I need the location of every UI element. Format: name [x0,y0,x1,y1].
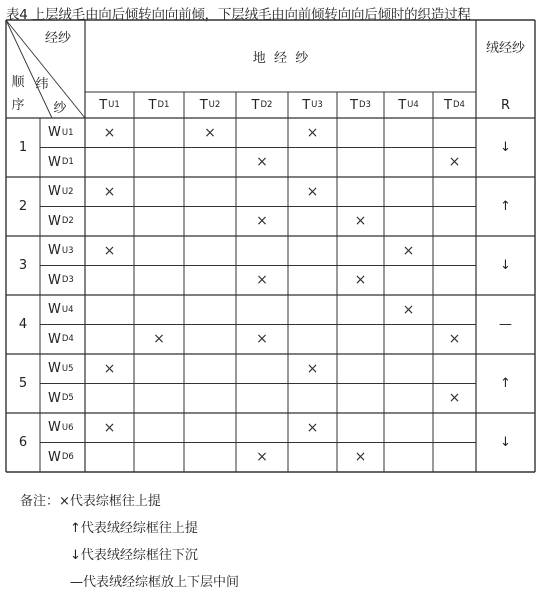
column-header-main: T [444,97,452,113]
table-cell [134,177,184,207]
weft-sub: D3 [61,275,74,286]
table-cell [337,236,384,266]
table-cell [236,384,288,414]
weft-sub: U4 [61,304,74,315]
table-cell [337,413,384,443]
table-cell [384,384,433,414]
order-cell [6,354,40,413]
ground-warp-header [85,20,476,92]
table-cell [236,236,288,266]
table-cell [337,354,384,384]
lift-mark: × [448,154,461,171]
column-header-tu3 [288,92,337,118]
table-cell [433,443,476,473]
note-cross: 备注：×代表综框往上提 [20,494,161,509]
table-cell [288,295,337,325]
table-cell [433,354,476,384]
table-cell [236,118,288,148]
table-cell [134,118,184,148]
table-cell [288,413,337,443]
table-cell [337,148,384,178]
pile-warp-text: 绒经纱 [485,40,525,56]
table-cell [236,295,288,325]
table-cell [433,266,476,296]
lift-mark: × [354,272,367,289]
table-cell [236,207,288,237]
table-cell [134,148,184,178]
weft-sub: U2 [61,186,74,197]
table-cell [433,413,476,443]
r-cell [476,177,535,236]
lift-mark: × [103,360,116,377]
table-cell [184,384,236,414]
note-dash: —代表绒经综框放上下层中间 [70,575,240,590]
weft-sub: D1 [61,157,74,168]
weft-sub: U1 [61,127,74,138]
table-cell [337,325,384,355]
lift-mark: × [306,419,319,436]
order-cell [6,413,40,472]
weft-sub: D5 [61,393,74,404]
weft-sub: U3 [61,245,74,256]
column-header-main: T [251,97,260,113]
column-header-main: T [199,97,208,113]
table-cell [184,443,236,473]
table-cell [433,207,476,237]
notes-block [20,488,240,596]
weft-main: W [48,449,61,465]
lift-mark: × [153,331,165,348]
weft-sub: D4 [61,334,74,345]
table-cell [85,266,134,296]
column-header-td3 [337,92,384,118]
lift-mark: × [354,449,367,466]
weft-main: W [48,302,61,318]
weft-main: W [48,243,61,259]
table-cell [384,118,433,148]
table-cell [433,384,476,414]
column-header-tu2 [184,92,236,118]
lift-mark: × [354,213,367,230]
order-number: 6 [18,435,28,450]
table-cell [288,384,337,414]
order-header-char: 顺 [11,74,25,90]
table-cell [337,295,384,325]
lift-mark: × [306,124,319,141]
weft-main: W [48,184,61,200]
column-header-main: T [99,97,108,113]
table-cell [236,325,288,355]
column-header-sub: U1 [108,100,120,110]
weft-header-char: 纬 [35,76,49,92]
column-header-main: T [148,97,157,113]
table-cell [288,177,337,207]
column-header-sub: D2 [260,100,273,110]
column-header-td1 [134,92,184,118]
column-header-td2 [236,92,288,118]
table-cell [134,325,184,355]
column-header-sub: D3 [359,100,371,110]
table-cell [184,325,236,355]
lift-mark: × [256,272,268,289]
column-header-main: T [398,97,407,113]
table-cell [384,148,433,178]
table-cell [433,236,476,266]
table-cell [337,118,384,148]
column-header-sub: U4 [407,100,419,110]
table-cell [184,354,236,384]
r-cell [476,413,535,472]
lift-mark: × [103,183,116,200]
lift-mark: × [256,331,268,348]
table-cell [337,207,384,237]
weft-sub: D2 [61,216,74,227]
table-cell [384,236,433,266]
table-cell [433,148,476,178]
table-cell [85,118,134,148]
column-header-sub: D4 [453,100,465,110]
warp-header-label [36,26,80,46]
table-cell [236,266,288,296]
weft-main: W [48,390,61,406]
table-cell [433,295,476,325]
weft-main: W [48,125,61,141]
column-header-r [476,92,535,118]
table-cell [184,413,236,443]
table-cell [85,384,134,414]
table-cell [85,413,134,443]
table-cell [288,325,337,355]
table-cell [85,354,134,384]
lift-mark: × [256,154,268,171]
lift-mark: × [103,242,116,259]
note-down-arrow: ↓代表绒经综框往下沉 [70,548,198,563]
table-cell [85,295,134,325]
order-number: 5 [18,376,28,391]
table-cell [288,148,337,178]
table-cell [337,443,384,473]
table-cell [134,384,184,414]
column-header-td4 [433,92,476,118]
weft-main: W [48,154,61,170]
pile-warp-header [476,20,535,72]
lift-mark: × [256,449,268,466]
table-cell [433,325,476,355]
table-cell [85,148,134,178]
table-cell [236,443,288,473]
column-header-tu1 [85,92,134,118]
table-cell [184,207,236,237]
weft-main: W [48,213,61,229]
order-number: 3 [18,258,28,273]
r-arrow: ↓ [500,140,511,155]
table-cell [85,207,134,237]
order-number: 2 [18,199,28,214]
table-cell [134,207,184,237]
table-cell [184,118,236,148]
r-cell [476,118,535,177]
lift-mark: × [448,331,461,348]
note-up-arrow: ↑代表绒经综框往上提 [70,521,198,536]
lift-mark: × [103,419,116,436]
weft-main: W [48,331,61,347]
r-arrow: — [499,317,512,332]
order-cell [6,236,40,295]
r-arrow: ↑ [500,376,511,391]
table-cell [85,443,134,473]
table-cell [288,354,337,384]
weft-main: W [48,361,61,377]
table-cell [85,325,134,355]
warp-label-text: 经纱 [44,30,71,46]
table-cell [384,266,433,296]
r-cell [476,236,535,295]
column-header-tu4 [384,92,433,118]
lift-mark: × [402,242,415,259]
table-cell [384,295,433,325]
table-cell [288,236,337,266]
r-cell [476,354,535,413]
column-header-sub: D1 [157,100,170,110]
lift-mark: × [448,390,461,407]
table-cell [236,177,288,207]
table-cell [184,266,236,296]
weft-sub: D6 [61,452,74,463]
table-cell [384,177,433,207]
order-number: 1 [18,140,28,155]
table-cell [134,295,184,325]
table-cell [384,413,433,443]
table-cell [134,443,184,473]
table-cell [236,354,288,384]
lift-mark: × [103,124,116,141]
table-cell [184,295,236,325]
table-cell [184,236,236,266]
table-cell [288,118,337,148]
table-cell [384,207,433,237]
lift-mark: × [204,124,216,141]
table-cell [236,413,288,443]
table-cell [384,354,433,384]
table-cell [384,325,433,355]
table-cell [433,118,476,148]
table-cell [85,177,134,207]
column-header-sub: U3 [311,100,323,110]
order-header-char: 序 [11,97,25,113]
table-cell [134,354,184,384]
order-number: 4 [18,317,28,332]
weft-sub: U5 [61,363,74,374]
column-header-main: T [302,97,311,113]
weft-header-char: 纱 [53,100,67,116]
order-cell [6,177,40,236]
table-cell [288,207,337,237]
table-cell [184,148,236,178]
weft-main: W [48,272,61,288]
column-header-main: T [350,97,358,113]
table-cell [85,236,134,266]
lift-mark: × [402,301,415,318]
r-cell [476,295,535,354]
r-arrow: ↓ [500,258,511,273]
weft-sub: U6 [61,422,74,433]
table-cell [288,443,337,473]
table-cell [384,443,433,473]
r-arrow: ↓ [500,435,511,450]
table-cell [134,413,184,443]
table-cell [184,177,236,207]
table-cell [288,266,337,296]
r-arrow: ↑ [500,199,511,214]
table-cell [134,236,184,266]
order-cell [6,295,40,354]
table-caption: 表4 上层绒毛由向后倾转向向前倾，下层绒毛由向前倾转向向后倾时的织造过程 [6,7,471,23]
table-cell [337,384,384,414]
lift-mark: × [306,183,319,200]
column-header-sub: U2 [208,100,221,110]
weft-main: W [48,420,61,436]
table-cell [134,266,184,296]
r-header-text: R [500,97,511,113]
ground-warp-text: 地 经 纱 [252,50,309,66]
lift-mark: × [306,360,319,377]
table-cell [433,177,476,207]
table-cell [337,266,384,296]
table-cell [236,148,288,178]
order-cell [6,118,40,177]
lift-mark: × [256,213,268,230]
table-cell [337,177,384,207]
